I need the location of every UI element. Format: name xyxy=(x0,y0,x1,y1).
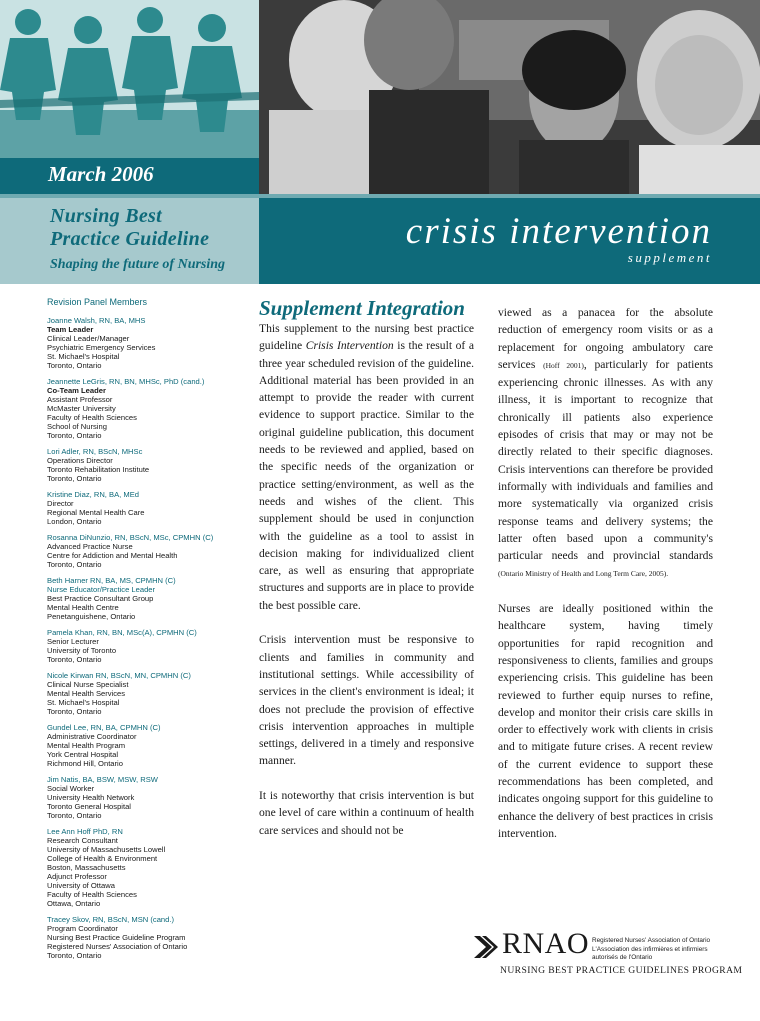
revision-panel-sidebar xyxy=(47,297,247,967)
member-affiliation: Faculty of Health Sciences xyxy=(47,413,137,422)
member-affiliation: Boston, Massachusetts xyxy=(47,863,126,872)
member-affiliation: Mental Health Services xyxy=(47,689,126,698)
member-affiliation: Psychiatric Emergency Services xyxy=(47,343,156,352)
text-column-2 xyxy=(498,304,713,860)
member-affiliation: York Central Hospital xyxy=(47,750,119,759)
series-title-line1: Nursing Best xyxy=(50,205,162,227)
member-affiliation: School of Nursing xyxy=(47,422,107,431)
member-name: Pamela Khan, RN, BN, MSc(A), CPMHN (C) xyxy=(47,628,197,637)
member-affiliation: Director xyxy=(47,499,74,508)
member-affiliation: Toronto, Ontario xyxy=(47,560,102,569)
member-name: Jeannette LeGris, RN, BN, MHSc, PhD (cand.) xyxy=(47,377,205,386)
member-affiliation: University of Toronto xyxy=(47,646,117,655)
panel-member xyxy=(47,723,247,768)
panel-member xyxy=(47,316,247,370)
org-name-french: L'Association des infirmières et infirmiers autorisés de l'Ontario xyxy=(592,946,708,961)
paper-chain-people-image xyxy=(0,0,259,158)
member-affiliation: Toronto, Ontario xyxy=(47,707,102,716)
member-affiliation: Mental Health Centre xyxy=(47,603,119,612)
member-affiliation: Administrative Coordinator xyxy=(47,732,137,741)
member-affiliation: Operations Director xyxy=(47,456,113,465)
member-name: Lee Ann Hoff PhD, RN xyxy=(47,827,123,836)
member-role: Team Leader xyxy=(47,325,94,334)
member-affiliation: Toronto, Ontario xyxy=(47,811,102,820)
text-column-1 xyxy=(259,320,474,856)
member-affiliation: Faculty of Health Sciences xyxy=(47,890,137,899)
org-name-english: Registered Nurses' Association of Ontario xyxy=(592,937,711,944)
member-name: Tracey Skov, RN, BScN, MSN (cand.) xyxy=(47,915,175,924)
member-affiliation: Research Consultant xyxy=(47,836,118,845)
member-name: Nicole Kirwan RN, BScN, MN, CPMHN (C) xyxy=(47,671,191,680)
member-affiliation: St. Michael's Hospital xyxy=(47,352,120,361)
panel-member xyxy=(47,775,247,820)
member-affiliation: Senior Lecturer xyxy=(47,637,99,646)
paragraph-4: Nurses are ideally positioned within the healthcare system, having timely opportunities for rapid recognition and responsiveness to clients, families and groups experiencing crisis. This guideline has been reviewed to further equip nurses to refine, develop and monitor their crisis care skills in order to effectively work with clients in crisis and to mitigate future crises. A recent review of the current evidence to support these recommendations has been completed, and indicates ongoing support for this guideline to enhance the delivery of best practices in crisis intervention. xyxy=(498,602,713,840)
rnao-logo-mark-icon xyxy=(472,934,498,960)
panel-member xyxy=(47,915,247,960)
paragraph-3-start: It is noteworthy that crisis intervention is but one level of care within a continuum of health care services and should not be xyxy=(259,789,474,837)
panel-member xyxy=(47,447,247,483)
member-name: Joanne Walsh, RN, BA, MHS xyxy=(47,316,146,325)
rnao-logo xyxy=(472,927,743,980)
member-affiliation: Advanced Practice Nurse xyxy=(47,542,133,551)
member-name: Kristine Diaz, RN, BA, MEd xyxy=(47,490,139,499)
member-name: Rosanna DiNunzio, RN, BScN, MSc, CPMHN (C) xyxy=(47,533,214,542)
member-affiliation: Toronto General Hospital xyxy=(47,802,131,811)
panel-member xyxy=(47,628,247,664)
panel-member xyxy=(47,490,247,526)
paragraph-3-text: viewed as a panacea for the absolute reduction of emergency room visits or as a replacement for ongoing ambulatory care services xyxy=(498,306,713,371)
member-affiliation: London, Ontario xyxy=(47,517,102,526)
member-affiliation: Penetanguishene, Ontario xyxy=(47,612,136,621)
panel-member xyxy=(47,671,247,716)
member-affiliation: Richmond Hill, Ontario xyxy=(47,759,123,768)
panel-member xyxy=(47,827,247,908)
member-affiliation: Centre for Addiction and Mental Health xyxy=(47,551,178,560)
member-role: Co-Team Leader xyxy=(47,386,106,395)
document-subtitle: supplement xyxy=(627,250,712,265)
panel-member xyxy=(47,377,247,440)
member-affiliation: Toronto, Ontario xyxy=(47,474,102,483)
paragraph-2: Crisis intervention must be responsive to clients and families in community and institutional settings. While accessibility of services in the client's environment is ideal; it does not preclude the provision of effective crisis intervention approaches in multiple settings, delivered in a timely and responsive manner. xyxy=(259,633,474,768)
member-affiliation: Ottawa, Ontario xyxy=(47,899,101,908)
member-affiliation: St. Michael's Hospital xyxy=(47,698,120,707)
member-name: Beth Harner RN, BA, MS, CPMHN (C) xyxy=(47,576,176,585)
member-affiliation: Toronto, Ontario xyxy=(47,361,102,370)
member-affiliation: Toronto, Ontario xyxy=(47,431,102,440)
program-name: NURSING BEST PRACTICE GUIDELINES PROGRAM xyxy=(500,965,743,976)
paragraph-3-text: , particularly for patients experiencing chronic illnesses. As with any illness, it is important to recognize that chronically ill patients also experience episodes of crisis that may or may not be directly related to their specific diagnoses. Crisis interventions can therefore be provided informally with individuals and families and more systematically via organized crisis response teams and delivery systems; the latter often based upon a community's particular needs and provincial standards xyxy=(498,357,713,563)
member-list xyxy=(47,316,247,960)
member-affiliation: Regional Mental Health Care xyxy=(47,508,145,517)
member-affiliation: Social Worker xyxy=(47,784,95,793)
page-header xyxy=(0,0,760,284)
member-affiliation: Toronto, Ontario xyxy=(47,655,102,664)
member-name: Lori Adler, RN, BScN, MHSc xyxy=(47,447,143,456)
member-affiliation: Best Practice Consultant Group xyxy=(47,594,154,603)
section-heading: Supplement Integration xyxy=(259,296,465,320)
member-affiliation: College of Health & Environment xyxy=(47,854,158,863)
series-title xyxy=(50,205,209,251)
member-affiliation: Toronto, Ontario xyxy=(47,951,102,960)
nurses-photo xyxy=(259,0,760,194)
citation: (Hoff 2001) xyxy=(543,360,584,370)
series-tagline: Shaping the future of Nursing xyxy=(50,257,226,272)
panel-member xyxy=(47,533,247,569)
member-affiliation: Toronto Rehabilitation Institute xyxy=(47,465,150,474)
paragraph-1-text-b: is the result of a three year scheduled revision of the guideline. Additional material has been provided in an attempt to provide the reader with current evidence to support practice. Similar to the original guideline publication, this document needs to be reviewed and applied, based on the specific needs of the organization or practice setting/environment, as well as the needs and wishes of the client. This supplement should be used in conjunction with the guideline as a tool to assist in decision making for individualized client care, as well as ensuring that appropriate structures and supports are in place to provide the best possible care. xyxy=(259,339,474,612)
paragraph-1 xyxy=(259,320,474,614)
member-affiliation: University Health Network xyxy=(47,793,135,802)
member-affiliation: University of Ottawa xyxy=(47,881,115,890)
member-affiliation: McMaster University xyxy=(47,404,116,413)
member-name: Jim Natis, BA, BSW, MSW, RSW xyxy=(47,775,158,784)
member-affiliation: University of Massachusetts Lowell xyxy=(47,845,166,854)
paragraph-3-continued xyxy=(498,304,713,583)
member-affiliation: Adjunct Professor xyxy=(47,872,107,881)
member-affiliation: Assistant Professor xyxy=(47,395,113,404)
member-affiliation: Clinical Leader/Manager xyxy=(47,334,130,343)
member-affiliation: Registered Nurses' Association of Ontario xyxy=(47,942,188,951)
panel-member xyxy=(47,576,247,621)
member-affiliation: Nursing Best Practice Guideline Program xyxy=(47,933,186,942)
logo-letters: RNAO xyxy=(502,927,590,960)
member-name: Gundel Lee, RN, BA, CPMHN (C) xyxy=(47,723,161,732)
series-title-line2: Practice Guideline xyxy=(50,228,210,250)
guideline-name: Crisis Intervention xyxy=(305,339,394,353)
publication-date: March 2006 xyxy=(48,162,154,186)
member-title: Nurse Educator/Practice Leader xyxy=(47,585,156,594)
document-title: crisis intervention xyxy=(405,211,712,252)
member-affiliation: Mental Health Program xyxy=(47,741,126,750)
paragraph-1-text-a: This supplement to the nursing best practice guideline xyxy=(259,322,474,353)
sidebar-heading: Revision Panel Members xyxy=(47,297,148,307)
member-affiliation: Program Coordinator xyxy=(47,924,118,933)
member-affiliation: Clinical Nurse Specialist xyxy=(47,680,129,689)
citation: (Ontario Ministry of Health and Long Term Care, 2005). xyxy=(498,569,669,579)
